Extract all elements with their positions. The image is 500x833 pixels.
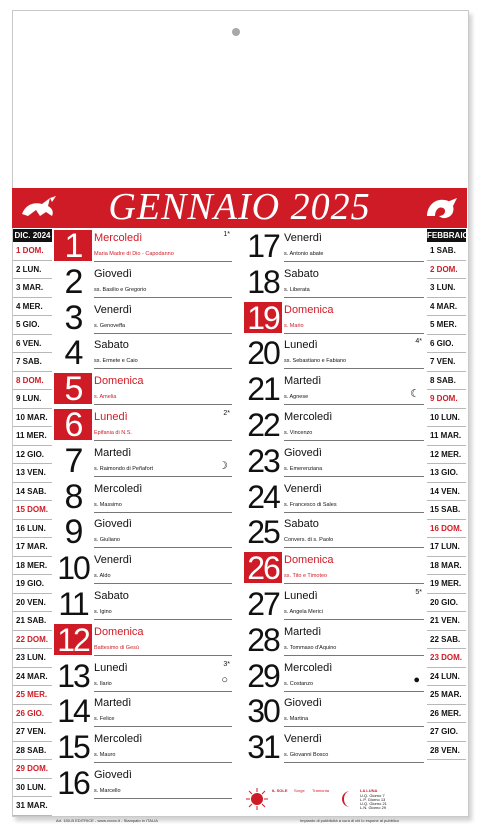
moon-phase-1: U.Q. Giorno 7 [360, 793, 385, 798]
next-day-28: 28 VEN. [427, 742, 466, 761]
day-entry [54, 513, 232, 552]
day-entry [244, 299, 424, 336]
weekday-name: Martedì [284, 375, 322, 388]
weekday-name: Martedì [284, 625, 322, 638]
saint-name: s. Liberata [284, 286, 310, 293]
weekday-name: Lunedì [284, 590, 318, 602]
day-number: 5 [64, 370, 82, 409]
writing-line [94, 726, 232, 727]
saint-name: s. Ilario [94, 680, 112, 687]
next-day-19: 19 MER. [427, 575, 466, 594]
saint-name: s. Igino [94, 609, 112, 615]
weekday-name: Domenica [284, 303, 334, 316]
day-entry [244, 550, 424, 587]
weekday-name: Mercoledì [284, 661, 333, 674]
prev-day-7: 7 SAB. [13, 353, 52, 372]
writing-line [284, 476, 424, 477]
day-number: 25 [247, 514, 279, 551]
writing-line [284, 726, 424, 727]
writing-line [94, 368, 232, 369]
day-entry [54, 729, 232, 766]
writing-line [94, 762, 232, 763]
sun-icon [246, 788, 268, 810]
day-number: 22 [247, 407, 279, 443]
writing-line [284, 261, 424, 262]
next-day-4: 4 MAR. [427, 298, 466, 317]
writing-line [94, 333, 232, 334]
saint-name: s. Felice [94, 716, 115, 723]
writing-line [284, 297, 424, 298]
prev-day-11: 11 MER. [13, 427, 52, 446]
weekday-name: Venerdì [94, 554, 132, 567]
printer-note: Art. 150-B EDITRICE - www.xxxxx.it - Stampato in ITALIA [56, 818, 158, 823]
moon-phase-3: U.Q. Giorno 21 [360, 801, 387, 806]
writing-line [94, 476, 232, 477]
writing-line [94, 619, 232, 620]
prev-day-6: 6 VEN. [13, 335, 52, 354]
display-note: Impianto di pubblicità a cura di chi lo espone al pubblico [300, 818, 399, 823]
weekday-name: Venerdì [94, 303, 132, 316]
day-number: 2 [64, 262, 82, 301]
next-day-1: 1 SAB. [427, 242, 466, 261]
day-number: 19 [247, 299, 279, 336]
next-day-16: 16 DOM. [427, 520, 466, 539]
day-entry [54, 657, 232, 694]
moon-phase-2: L.P. Giorno 13 [360, 797, 386, 802]
weekday-name: Giovedì [284, 697, 322, 710]
writing-line [284, 333, 424, 334]
next-day-21: 21 VEN. [427, 612, 466, 631]
saint-name: s. Vincenzo [284, 430, 313, 436]
next-day-12: 12 MER. [427, 446, 466, 465]
previous-month-column [13, 229, 52, 814]
moon-title: LA LUNA [360, 788, 378, 793]
next-day-13: 13 GIO. [427, 464, 466, 483]
month-banner [12, 188, 467, 228]
day-entry [244, 729, 424, 766]
saint-name: s. Costanzo [284, 680, 314, 687]
writing-line [94, 404, 232, 405]
weekday-name: Venerdì [284, 232, 322, 244]
weekday-name: Mercoledì [94, 733, 143, 746]
saint-name: s. Mauro [94, 752, 116, 759]
prev-day-14: 14 SAB. [13, 483, 52, 502]
prev-day-10: 10 MAR. [13, 409, 52, 428]
day-number: 23 [247, 442, 279, 479]
prev-day-30: 30 LUN. [13, 779, 52, 798]
writing-line [94, 691, 232, 692]
week-number: 4* [415, 338, 422, 346]
saint-name: ss. Sebastiano e Fabiano [284, 358, 347, 365]
prev-day-25: 25 MER. [13, 686, 52, 705]
next-day-11: 11 MAR. [427, 427, 466, 446]
prev-day-1: 1 DOM. [13, 242, 52, 261]
weekday-name: Giovedì [94, 518, 132, 531]
prev-day-20: 20 VEN. [13, 594, 52, 613]
saint-name: s. Giuliano [94, 537, 120, 544]
weekday-name: Sabato [94, 339, 129, 352]
next-day-9: 9 DOM. [427, 390, 466, 409]
day-number: 15 [57, 729, 89, 766]
day-entry [54, 406, 232, 444]
day-entry [244, 442, 424, 479]
day-number: 26 [247, 550, 279, 587]
next-day-8: 8 SAB. [427, 372, 466, 391]
prev-day-28: 28 SAB. [13, 742, 52, 761]
weekday-name: Domenica [94, 625, 144, 638]
day-number: 6 [64, 406, 82, 444]
prev-day-2: 2 LUN. [13, 261, 52, 280]
saint-name: s. Agnese [284, 394, 309, 401]
writing-line [94, 655, 232, 656]
next-day-5: 5 MER. [427, 316, 466, 335]
sun-title: IL SOLE [272, 788, 288, 793]
moon-phase-icon: ☽ [218, 459, 228, 472]
saint-name: Convers. di s. Paolo [284, 537, 334, 544]
day-number: 28 [247, 621, 279, 658]
day-entry [244, 263, 424, 300]
prev-day-13: 13 VEN. [13, 464, 52, 483]
next-day-2: 2 DOM. [427, 261, 466, 280]
weekday-name: Giovedì [284, 446, 322, 459]
day-number: 30 [247, 693, 279, 730]
next-day-25: 25 MAR. [427, 686, 466, 705]
day-number: 20 [247, 335, 279, 372]
next-month-column [427, 229, 469, 814]
day-entry [244, 657, 424, 694]
weekday-name: Lunedì [94, 661, 128, 674]
saint-name: s. Giovanni Bosco [284, 752, 329, 759]
weekday-name: Domenica [94, 375, 144, 388]
day-number: 7 [64, 441, 82, 480]
sun-moon-info [246, 788, 422, 812]
saint-name: s. Aldo [94, 573, 111, 580]
prev-day-23: 23 LUN. [13, 649, 52, 668]
day-number: 17 [247, 228, 279, 264]
prev-day-12: 12 GIO. [13, 446, 52, 465]
day-entry [244, 621, 424, 658]
day-number: 11 [58, 586, 88, 622]
saint-name: s. Marcello [94, 788, 121, 794]
day-number: 21 [247, 371, 279, 408]
weekday-name: Venerdì [284, 482, 322, 495]
writing-line [94, 583, 232, 584]
day-entry [54, 767, 232, 799]
moon-phase-icon: ○ [221, 673, 228, 686]
saint-name: s. Martina [284, 716, 309, 723]
prev-day-9: 9 LUN. [13, 390, 52, 409]
writing-line [94, 440, 232, 441]
day-entry [54, 621, 232, 658]
saint-name: ss. Ermete e Caio [94, 358, 138, 365]
day-number: 1 [64, 227, 82, 265]
week-number: 2* [223, 410, 230, 417]
next-day-22: 22 SAB. [427, 631, 466, 650]
day-entry [244, 335, 424, 372]
next-day-23: 23 DOM. [427, 649, 466, 668]
weekday-name: Lunedì [284, 339, 318, 352]
weekday-name: Venerdì [284, 733, 322, 746]
week-number: 5* [415, 589, 422, 596]
next-day-7: 7 VEN. [427, 353, 466, 372]
writing-line [284, 440, 424, 441]
day-number: 8 [64, 477, 82, 516]
next-day-17: 17 LUN. [427, 538, 466, 557]
set-label: Tramonta [312, 788, 329, 793]
day-entry [54, 298, 232, 337]
hanging-hole [232, 28, 240, 36]
day-entry [244, 371, 424, 408]
next-day-3: 3 LUN. [427, 279, 466, 298]
next-day-26: 26 MER. [427, 705, 466, 724]
weekday-name: Sabato [94, 590, 129, 602]
day-number: 13 [57, 657, 89, 694]
prev-day-21: 21 SAB. [13, 612, 52, 631]
next-day-27: 27 GIO. [427, 723, 466, 742]
writing-line [284, 655, 424, 656]
prev-day-3: 3 MAR. [13, 279, 52, 298]
writing-line [94, 798, 232, 799]
rise-label: Sorge [294, 788, 305, 793]
prev-day-4: 4 MER. [13, 298, 52, 317]
day-entry [54, 334, 232, 373]
month-title: GENNAIO 2025 [108, 186, 371, 228]
previous-month-label: DIC. 2024 [14, 231, 51, 240]
writing-line [284, 512, 424, 513]
weekday-name: Domenica [284, 554, 334, 567]
saint-name: s. Amelia [94, 394, 117, 401]
next-day-24: 24 LUN. [427, 668, 466, 687]
writing-line [284, 619, 424, 620]
saint-name: s. Genoveffa [94, 322, 126, 329]
next-month-label: FEBBRAIO [427, 231, 469, 240]
saint-name: s. Massimo [94, 501, 122, 508]
next-day-10: 10 LUN. [427, 409, 466, 428]
day-entry [54, 262, 232, 301]
next-day-18: 18 MAR. [427, 557, 466, 576]
day-entry [54, 588, 232, 620]
prev-day-5: 5 GIO. [13, 316, 52, 335]
weekday-name: Giovedì [94, 267, 132, 280]
moon-face-icon [341, 790, 355, 808]
saint-name: ss. Basilio e Gregorio [94, 286, 147, 293]
day-number: 31 [247, 729, 279, 766]
prev-day-18: 18 MER. [13, 557, 52, 576]
day-entry [54, 441, 232, 480]
saint-name: s. Francesco di Sales [284, 501, 337, 508]
day-entry [54, 693, 232, 730]
weekday-name: Sabato [284, 267, 319, 280]
writing-line [284, 583, 424, 584]
moon-phase-icon: ● [413, 673, 420, 686]
day-number: 27 [247, 586, 279, 622]
saint-name: ss. Tito e Timoteo [284, 573, 328, 580]
writing-line [284, 762, 424, 763]
next-day-14: 14 VEN. [427, 483, 466, 502]
writing-line [284, 547, 424, 548]
saint-name: s. Antonio abate [284, 251, 324, 257]
day-number: 9 [64, 513, 82, 552]
day-entry [244, 478, 424, 515]
saint-name: Maria Madre di Dio - Capodanno [94, 251, 174, 257]
prev-day-27: 27 VEN. [13, 723, 52, 742]
day-entry [244, 693, 424, 730]
day-number: 3 [64, 298, 82, 337]
weekday-name: Lunedì [94, 411, 128, 423]
day-number: 16 [57, 765, 89, 801]
day-entry [54, 370, 232, 409]
writing-line [94, 261, 232, 262]
seahorse-logo-icon [421, 194, 461, 222]
weekday-name: Martedì [94, 446, 132, 459]
day-entry [54, 477, 232, 516]
weekday-name: Martedì [94, 697, 132, 710]
saint-name: s. Mario [284, 322, 304, 329]
day-number: 24 [247, 478, 279, 515]
prev-day-29: 29 DOM. [13, 760, 52, 779]
day-number: 29 [247, 657, 279, 694]
day-entry [244, 514, 424, 551]
writing-line [284, 368, 424, 369]
next-day-15: 15 SAB. [427, 501, 466, 520]
day-entry [54, 227, 232, 265]
saint-name: s. Emerenziana [284, 465, 323, 472]
prev-day-24: 24 MAR. [13, 668, 52, 687]
day-number: 14 [57, 693, 89, 730]
day-entry [244, 230, 424, 262]
weekday-name: Sabato [284, 518, 319, 531]
weekday-name: Mercoledì [284, 411, 333, 423]
weekday-name: Mercoledì [94, 232, 143, 244]
saint-name: Epifania di N.S. [94, 430, 132, 436]
week-number: 3* [223, 660, 230, 668]
writing-line [94, 297, 232, 298]
saint-name: s. Raimondo di Peñafort [94, 465, 154, 472]
week-number: 1* [223, 231, 230, 238]
writing-line [284, 691, 424, 692]
day-entry [244, 409, 424, 441]
day-number: 10 [57, 550, 89, 587]
writing-line [94, 547, 232, 548]
weekday-name: Giovedì [94, 769, 132, 781]
prev-day-16: 16 LUN. [13, 520, 52, 539]
prev-day-17: 17 MAR. [13, 538, 52, 557]
moon-phase-icon: ☾ [410, 388, 420, 401]
prev-day-26: 26 GIO. [13, 705, 52, 724]
writing-line [94, 512, 232, 513]
prev-day-31: 31 MAR. [13, 797, 52, 816]
saint-name: s. Tommaso d'Aquino [284, 644, 337, 651]
day-number: 4 [64, 334, 82, 373]
writing-line [284, 404, 424, 405]
saint-name: Battesimo di Gesù [94, 644, 139, 651]
prev-day-8: 8 DOM. [13, 372, 52, 391]
prev-day-22: 22 DOM. [13, 631, 52, 650]
day-entry [54, 550, 232, 587]
saint-name: s. Angela Merici [284, 609, 323, 615]
next-day-20: 20 GIO. [427, 594, 466, 613]
next-day-6: 6 GIO. [427, 335, 466, 354]
prev-day-15: 15 DOM. [13, 501, 52, 520]
day-entry [244, 588, 424, 620]
moon-phase-4: L.N. Giorno 29 [360, 805, 387, 810]
prev-day-19: 19 GIO. [13, 575, 52, 594]
weekday-name: Mercoledì [94, 482, 143, 495]
day-number: 12 [57, 621, 89, 658]
day-number: 18 [247, 263, 279, 300]
